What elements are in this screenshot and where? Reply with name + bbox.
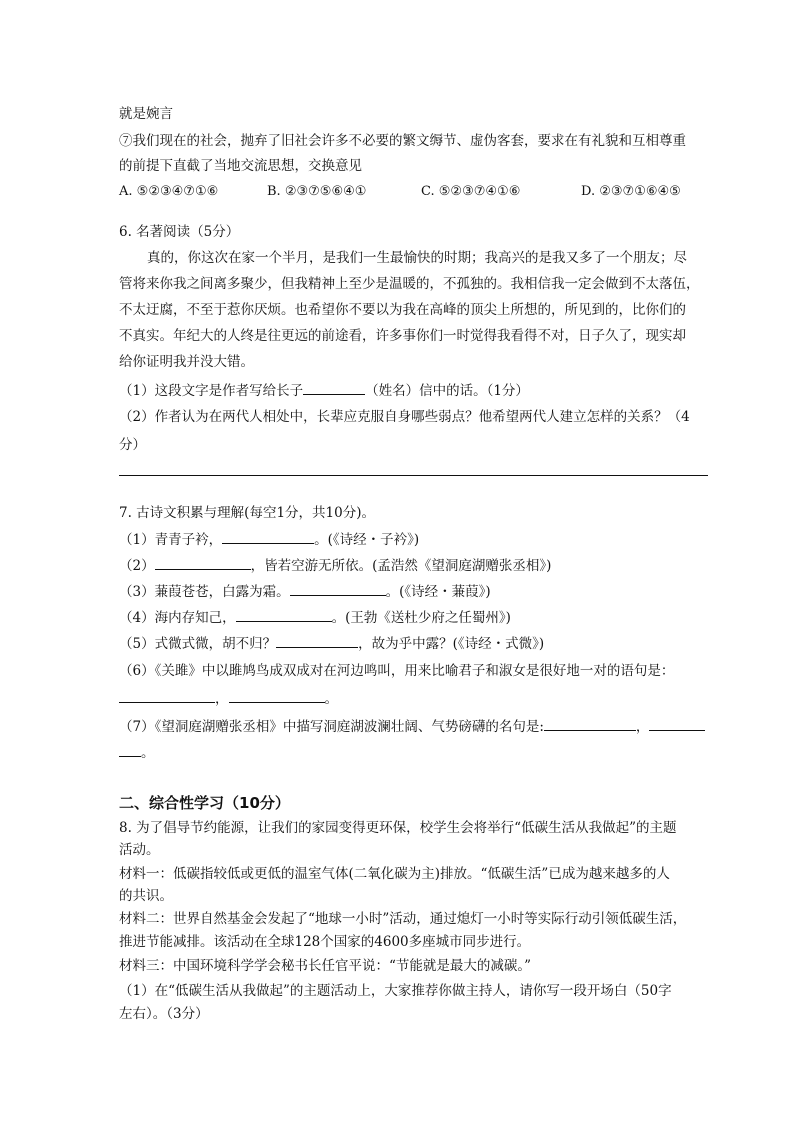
answer-blank[interactable] bbox=[119, 742, 141, 757]
q7-item6-sep: ， bbox=[215, 691, 229, 707]
option-c-label: C. bbox=[421, 184, 435, 199]
q7-item5-b: ，故为乎中露？(《诗经・式微》) bbox=[358, 636, 545, 652]
material2-line1: 材料二：世界自然基金会发起了“地球一小时”活动，通过熄灯一小时等实际行动引领低碳生活， bbox=[119, 911, 687, 927]
q7-item1 bbox=[119, 529, 419, 550]
q6-passage-line1: 真的，你这次在家一个半月，是我们一生最愉快的时期；我高兴的是我又多了一个朋友；尽 bbox=[147, 250, 687, 266]
q8-line1: 8. 为了倡导节约能源，让我们的家园变得更环保，校学生会将举行“低碳生活从我做起”的主题 bbox=[119, 820, 677, 836]
q6-passage-line3: 不太迂腐，不至于惹你厌烦。也希望你不要以为我在高峰的顶尖上所想的，所见到的，比你们的 bbox=[119, 302, 686, 318]
q7-item6-line2 bbox=[119, 688, 338, 709]
option-b-value: ②③⑦⑤⑥④① bbox=[284, 184, 367, 199]
q5-line: 就是婉言 bbox=[119, 106, 173, 122]
q6-sub1-suffix: （姓名）信中的话。（1分） bbox=[365, 383, 529, 399]
option-d-label: D. bbox=[581, 184, 596, 199]
q6-sub1 bbox=[119, 380, 529, 401]
answer-blank[interactable] bbox=[290, 581, 386, 596]
q7-item2 bbox=[119, 555, 551, 576]
q7-item1-a: （1）青青子衿， bbox=[119, 532, 223, 548]
q7-item5 bbox=[119, 633, 544, 654]
q6-passage-line2: 管将来你我之间离多聚少，但我精神上至少是温暖的，不孤独的。我相信我一定会做到不太落伍， bbox=[119, 276, 700, 292]
material1-line2: 的共识。 bbox=[119, 888, 173, 904]
answer-blank[interactable] bbox=[303, 380, 365, 395]
material2-line2: 推进节能减排。该活动在全球128个国家的4600多座城市同步进行。 bbox=[119, 934, 531, 950]
answer-blank[interactable] bbox=[649, 716, 705, 731]
answer-blank[interactable] bbox=[155, 555, 251, 570]
answer-blank[interactable] bbox=[236, 607, 332, 622]
q7-item7-line2 bbox=[119, 742, 155, 763]
option-b bbox=[267, 182, 366, 202]
q6-passage-line4: 不真实。年纪大的人终是往更远的前途看，许多事你们一时觉得我看得不对，日子久了，现实却 bbox=[119, 328, 686, 344]
answer-blank[interactable] bbox=[276, 633, 358, 648]
material1-line1: 材料一：低碳指较低或更低的温室气体(二氧化碳为主)排放。“低碳生活”已成为越来越多的人 bbox=[119, 866, 670, 882]
q8-sub1-line2: 左右）。（3分） bbox=[119, 1006, 209, 1022]
q7-item3-b: 。(《诗经・蒹葭》) bbox=[385, 584, 491, 600]
q7-item6-line1: （6）《关雎》中以雎鸠鸟成双成对在河边鸣叫，用来比喻君子和淑女是很好地一对的语句是： bbox=[119, 663, 675, 679]
q7-item7-line1 bbox=[119, 716, 705, 737]
section-heading: 二、综合性学习（10分） bbox=[119, 794, 290, 812]
answer-blank[interactable] bbox=[544, 716, 636, 731]
q7-item6-end: 。 bbox=[324, 691, 338, 707]
q6-sub2-line1: （2）作者认为在两代人相处中，长辈应克服自身哪些弱点？他希望两代人建立怎样的关系？（4 bbox=[119, 409, 690, 425]
q7-item2-a: （2） bbox=[119, 558, 155, 574]
q7-item2-b: ，皆若空游无所依。(孟浩然《望洞庭湖赠张丞相》) bbox=[250, 558, 552, 574]
q8-line2: 活动。 bbox=[119, 842, 160, 858]
material3-line1: 材料三：中国环境科学学会秘书长任官平说：“节能就是最大的减碳。” bbox=[119, 958, 532, 974]
answer-blank[interactable] bbox=[119, 688, 215, 703]
q7-item7-sep: ， bbox=[635, 719, 650, 735]
q6-title: 6. 名著阅读（5分） bbox=[119, 224, 240, 240]
q8-sub1-line1: （1）在“低碳生活从我做起”的主题活动上，大家推荐你做主持人，请你写一段开场白（50字 bbox=[119, 983, 672, 999]
q7-item3 bbox=[119, 581, 491, 602]
q7-item7-text: （7）《望洞庭湖赠张丞相》中描写洞庭湖波澜壮阔、气势磅礴的名句是: bbox=[119, 719, 544, 735]
q6-passage-line5: 给你证明我并没大错。 bbox=[119, 354, 254, 370]
option-c bbox=[421, 182, 520, 202]
answer-line[interactable] bbox=[119, 475, 708, 476]
q6-sub2-line2: 分） bbox=[119, 437, 146, 453]
option-d-value: ②③⑦①⑥④⑤ bbox=[599, 184, 681, 199]
q5-item7-line2: 的前提下直截了当地交流思想，交换意见 bbox=[119, 158, 362, 174]
q7-item4-b: 。(王勃《送杜少府之任蜀州》) bbox=[331, 610, 511, 626]
q7-title: 7. 古诗文积累与理解(每空1分，共10分)。 bbox=[119, 505, 375, 521]
q7-item4 bbox=[119, 607, 511, 628]
q5-item7-line1: ⑦我们现在的社会，抛弃了旧社会许多不必要的繁文缛节、虚伪客套，要求在有礼貌和互相尊重 bbox=[119, 133, 686, 149]
option-c-value: ⑤②③⑦④①⑥ bbox=[438, 184, 521, 199]
option-b-label: B. bbox=[267, 184, 281, 199]
q7-item7-end: 。 bbox=[141, 745, 155, 761]
q7-item4-a: （4）海内存知己， bbox=[119, 610, 236, 626]
answer-blank[interactable] bbox=[222, 529, 314, 544]
q7-item1-b: 。(《诗经・子衿》) bbox=[314, 532, 420, 548]
q6-sub1-prefix: （1）这段文字是作者写给长子 bbox=[119, 383, 304, 399]
q7-item3-a: （3）蒹葭苍苍，白露为霜。 bbox=[119, 584, 290, 600]
option-a bbox=[119, 182, 218, 202]
option-a-value: ⑤②③④⑦①⑥ bbox=[136, 184, 219, 199]
answer-blank[interactable] bbox=[229, 688, 325, 703]
option-d bbox=[581, 182, 681, 202]
option-a-label: A. bbox=[119, 184, 133, 199]
q7-item5-a: （5）式微式微，胡不归？ bbox=[119, 636, 277, 652]
